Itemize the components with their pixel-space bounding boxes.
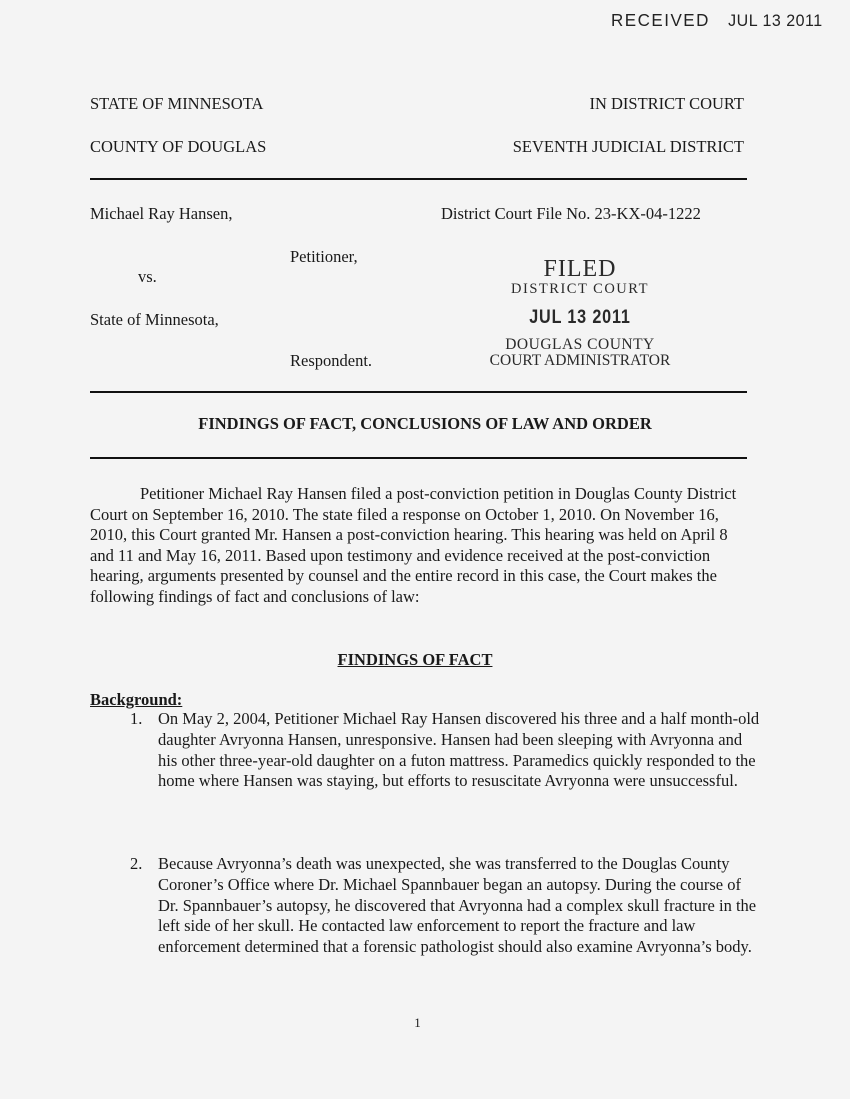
filed-stamp-court: DISTRICT COURT (511, 281, 649, 297)
finding-item (130, 854, 760, 958)
received-stamp-date: JUL 13 2011 (728, 12, 823, 31)
intro-paragraph: Petitioner Michael Ray Hansen filed a post-conviction petition in Douglas County District Court on September 16, 2010. The state filed a response on October 1, 2010. On November 16, 2010, this Court granted Mr. Hansen a post-conviction hearing. This hearing was held on April 8 and 11 and May 16, 2011. Based upon testimony and evidence received at the post-conviction hearing, arguments presented by counsel and the entire record in this case, the Court makes the following findings of fact and conclusions of law: (90, 484, 737, 606)
filed-stamp-county: DOUGLAS COUNTY (505, 336, 655, 353)
state-heading: STATE OF MINNESOTA (90, 94, 264, 113)
title-divider (90, 457, 747, 459)
section-title: FINDINGS OF FACT (337, 650, 493, 669)
respondent-label: Respondent. (290, 351, 373, 370)
court-heading: IN DISTRICT COURT (589, 94, 744, 113)
finding-number: 1. (130, 709, 143, 728)
file-number: District Court File No. 23-KX-04-1222 (441, 204, 701, 223)
received-stamp (611, 11, 823, 32)
finding-text: On May 2, 2004, Petitioner Michael Ray Hansen discovered his three and a half month-old daughter Avryonna Hansen, unresponsive. Hansen had been sleeping with Avryonna and his other three-year-old daughter on a futon mattress. Paramedics quickly responded to the home where Hansen was staying, but efforts to resuscitate Avryonna were unsuccessful. (158, 709, 760, 791)
header-divider (90, 178, 747, 180)
petitioner-label: Petitioner, (290, 247, 358, 266)
caption-divider (90, 391, 747, 393)
filed-stamp-title: FILED (543, 256, 617, 282)
petitioner-name: Michael Ray Hansen, (90, 204, 233, 223)
received-stamp-label: RECEIVED (611, 10, 710, 31)
subsection-title: Background: (90, 690, 183, 709)
finding-item (130, 709, 760, 792)
finding-number: 2. (130, 854, 143, 873)
page-number: 1 (414, 1015, 421, 1030)
district-heading: SEVENTH JUDICIAL DISTRICT (512, 137, 744, 156)
finding-text: Because Avryonna’s death was unexpected, she was transferred to the Douglas County Coroner’s Office where Dr. Michael Spannbauer began an autopsy. During the course of Dr. Spannbauer’s autopsy, he discovered that Avryonna had a complex skull fracture in the left side of her skull. He contacted law enforcement to report the fracture and law enforcement determined that a forensic pathologist should also examine Avryonna’s body. (158, 854, 757, 957)
versus-label: vs. (138, 267, 157, 286)
filed-stamp (470, 257, 690, 369)
document-title: FINDINGS OF FACT, CONCLUSIONS OF LAW AND ORDER (198, 414, 652, 433)
respondent-name: State of Minnesota, (90, 310, 219, 329)
county-heading: COUNTY OF DOUGLAS (90, 137, 267, 156)
filed-stamp-office: COURT ADMINISTRATOR (489, 352, 671, 369)
filed-stamp-date: JUL 13 2011 (529, 307, 631, 328)
